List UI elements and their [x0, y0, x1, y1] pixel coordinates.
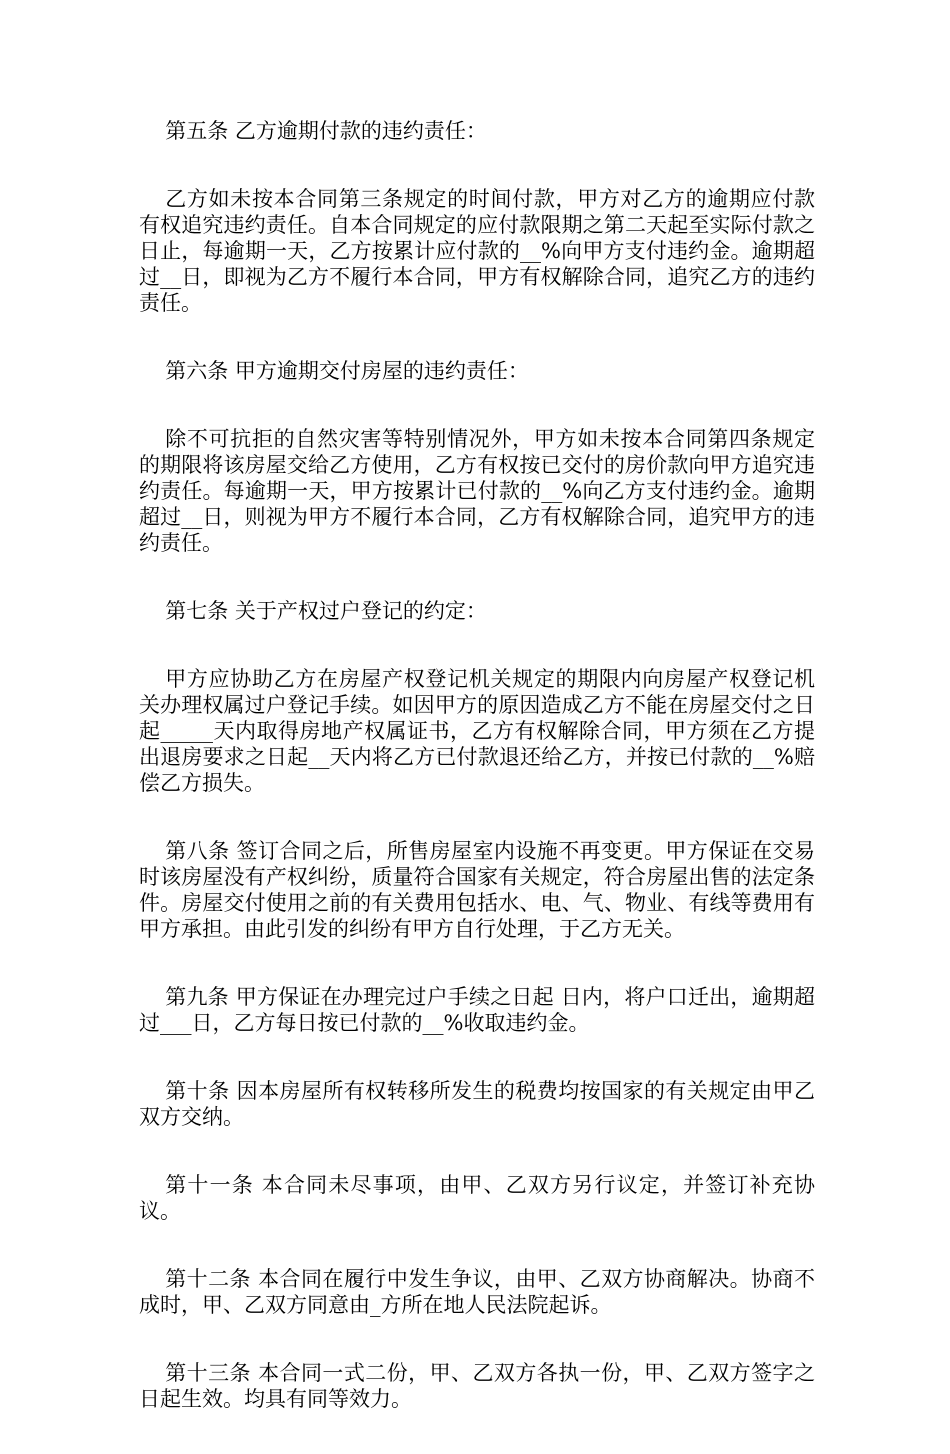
clause-6-text: 除不可抗拒的自然灾害等特别情况外，甲方如未按本合同第四条规定的期限将该房屋交给乙方使用，乙方有权按已交付的房价款向甲方追究违约责任。每逾期一天，甲方按累计已付款的__%向乙方支付违约金。逾期超过__日，则视为甲方不履行本合同，乙方有权解除合同，追究甲方的违约责任。 [139, 427, 815, 555]
clause-7-heading: 第七条 关于产权过户登记的约定： [165, 599, 487, 623]
clause-13: 第十三条 本合同一式二份，甲、乙双方各执一份，甲、乙双方签字之日起生效。均具有同等效力。 [139, 1361, 815, 1411]
clause-9: 第九条 甲方保证在办理完过户手续之日起 日内，将户口迁出，逾期超过___日，乙方每日按已付款的__%收取违约金。 [139, 985, 815, 1035]
contract-body [139, 118, 815, 1454]
clause-5-text: 乙方如未按本合同第三条规定的时间付款，甲方对乙方的逾期应付款有权追究违约责任。自本合同规定的应付款限期之第二天起至实际付款之日止，每逾期一天，乙方按累计应付款的__%向甲方支付违约金。逾期超过__日，即视为乙方不履行本合同，甲方有权解除合同，追究乙方的违约责任。 [139, 187, 815, 315]
clause-6-heading: 第六条 甲方逾期交付房屋的违约责任： [165, 359, 529, 383]
clause-11: 第十一条 本合同未尽事项，由甲、乙双方另行议定，并签订补充协议。 [139, 1173, 815, 1223]
clause-8: 第八条 签订合同之后，所售房屋室内设施不再变更。甲方保证在交易时该房屋没有产权纠纷，质量符合国家有关规定，符合房屋出售的法定条件。房屋交付使用之前的有关费用包括水、电、气、物业、有线等费用有甲方承担。由此引发的纠纷有甲方自行处理，于乙方无关。 [139, 839, 815, 941]
clause-7-text: 甲方应协助乙方在房屋产权登记机关规定的期限内向房屋产权登记机关办理权属过户登记手续。如因甲方的原因造成乙方不能在房屋交付之日起_____天内取得房地产权属证书，乙方有权解除合同，甲方须在乙方提出退房要求之日起__天内将乙方已付款退还给乙方，并按已付款的__%赔偿乙方损失。 [139, 667, 815, 795]
clause-5-heading: 第五条 乙方逾期付款的违约责任： [165, 119, 487, 143]
clause-12: 第十二条 本合同在履行中发生争议，由甲、乙双方协商解决。协商不成时，甲、乙双方同意由_方所在地人民法院起诉。 [139, 1267, 815, 1317]
clause-10: 第十条 因本房屋所有权转移所发生的税费均按国家的有关规定由甲乙双方交纳。 [139, 1079, 815, 1129]
